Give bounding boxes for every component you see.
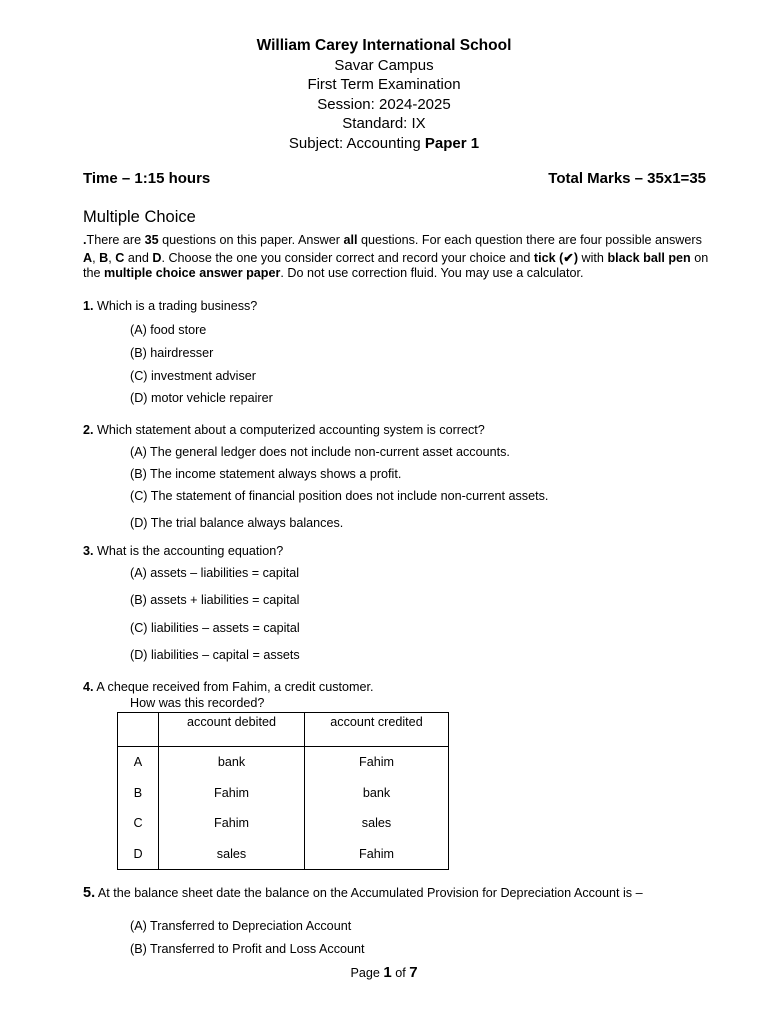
q5-option-a: (A) Transferred to Depreciation Account bbox=[130, 919, 352, 933]
standard: Standard: IX bbox=[342, 115, 426, 132]
q2-option-c: (C) The statement of financial position does not include non-current assets. bbox=[130, 489, 549, 503]
question-2: 2. Which statement about a computerized accounting system is correct? bbox=[83, 423, 485, 437]
table-row bbox=[118, 808, 449, 839]
q3-option-a: (A) assets – liabilities = capital bbox=[130, 566, 300, 580]
table-cell: Fahim bbox=[159, 808, 305, 839]
q5-option-b: (B) Transferred to Profit and Loss Account bbox=[130, 942, 365, 956]
instructions-line-3: the multiple choice answer paper. Do not use correction fluid. You may use a calculator. bbox=[83, 266, 584, 280]
table-cell: Fahim bbox=[159, 778, 305, 809]
question-4-subtext: How was this recorded? bbox=[130, 696, 265, 710]
q3-option-d: (D) liabilities – capital = assets bbox=[130, 648, 300, 662]
school-name: William Carey International School bbox=[256, 37, 512, 54]
instructions-line-1: .There are 35 questions on this paper. Answer all questions. For each question there are four possible answers bbox=[83, 233, 702, 247]
table-cell: bank bbox=[305, 778, 449, 809]
question-3: 3. What is the accounting equation? bbox=[83, 544, 284, 558]
table-header-cell: account credited bbox=[305, 713, 449, 747]
table-cell: C bbox=[118, 808, 159, 839]
q3-option-b: (B) assets + liabilities = capital bbox=[130, 593, 300, 607]
table-header-row bbox=[118, 713, 449, 747]
table-header-cell bbox=[118, 713, 159, 747]
table-row bbox=[118, 778, 449, 809]
instructions-line-2: A, B, C and D. Choose the one you consider correct and record your choice and tick (✔) with black ball pen on bbox=[83, 251, 709, 265]
page-number: Page 1 of 7 bbox=[350, 964, 418, 981]
subject bbox=[0, 134, 768, 154]
q1-option-a: (A) food store bbox=[130, 323, 207, 337]
total-marks: Total Marks – 35x1=35 bbox=[548, 170, 706, 187]
question-5: 5. At the balance sheet date the balance on the Accumulated Provision for Depreciation Account is – bbox=[83, 885, 643, 901]
table-row bbox=[118, 839, 449, 870]
answer-options-table bbox=[117, 712, 449, 870]
q2-option-b: (B) The income statement always shows a profit. bbox=[130, 467, 402, 481]
subject-paper: Paper 1 bbox=[424, 134, 480, 152]
subject-label: Subject: Accounting bbox=[288, 134, 425, 152]
table-cell: sales bbox=[305, 808, 449, 839]
table-header-cell: account debited bbox=[159, 713, 305, 747]
table-cell: D bbox=[118, 839, 159, 870]
exam-time: Time – 1:15 hours bbox=[83, 170, 211, 187]
table-cell: A bbox=[118, 747, 159, 778]
q1-option-d: (D) motor vehicle repairer bbox=[130, 391, 273, 405]
exam-name: First Term Examination bbox=[307, 76, 461, 93]
q3-option-c: (C) liabilities – assets = capital bbox=[130, 621, 300, 635]
q1-option-b: (B) hairdresser bbox=[130, 346, 214, 360]
table-cell: Fahim bbox=[305, 747, 449, 778]
exam-header bbox=[0, 36, 768, 153]
table-row bbox=[118, 747, 449, 778]
table-cell: bank bbox=[159, 747, 305, 778]
question-4: 4. A cheque received from Fahim, a credit customer. bbox=[83, 680, 374, 694]
q2-option-d: (D) The trial balance always balances. bbox=[130, 516, 344, 530]
campus-name: Savar Campus bbox=[334, 56, 434, 74]
table-cell: B bbox=[118, 778, 159, 809]
q1-option-c: (C) investment adviser bbox=[130, 369, 256, 383]
session: Session: 2024-2025 bbox=[317, 95, 451, 113]
table-cell: Fahim bbox=[305, 839, 449, 870]
q2-option-a: (A) The general ledger does not include non-current asset accounts. bbox=[130, 445, 510, 459]
table-cell: sales bbox=[159, 839, 305, 870]
question-1: 1. Which is a trading business? bbox=[83, 299, 258, 313]
section-title: Multiple Choice bbox=[83, 208, 196, 226]
